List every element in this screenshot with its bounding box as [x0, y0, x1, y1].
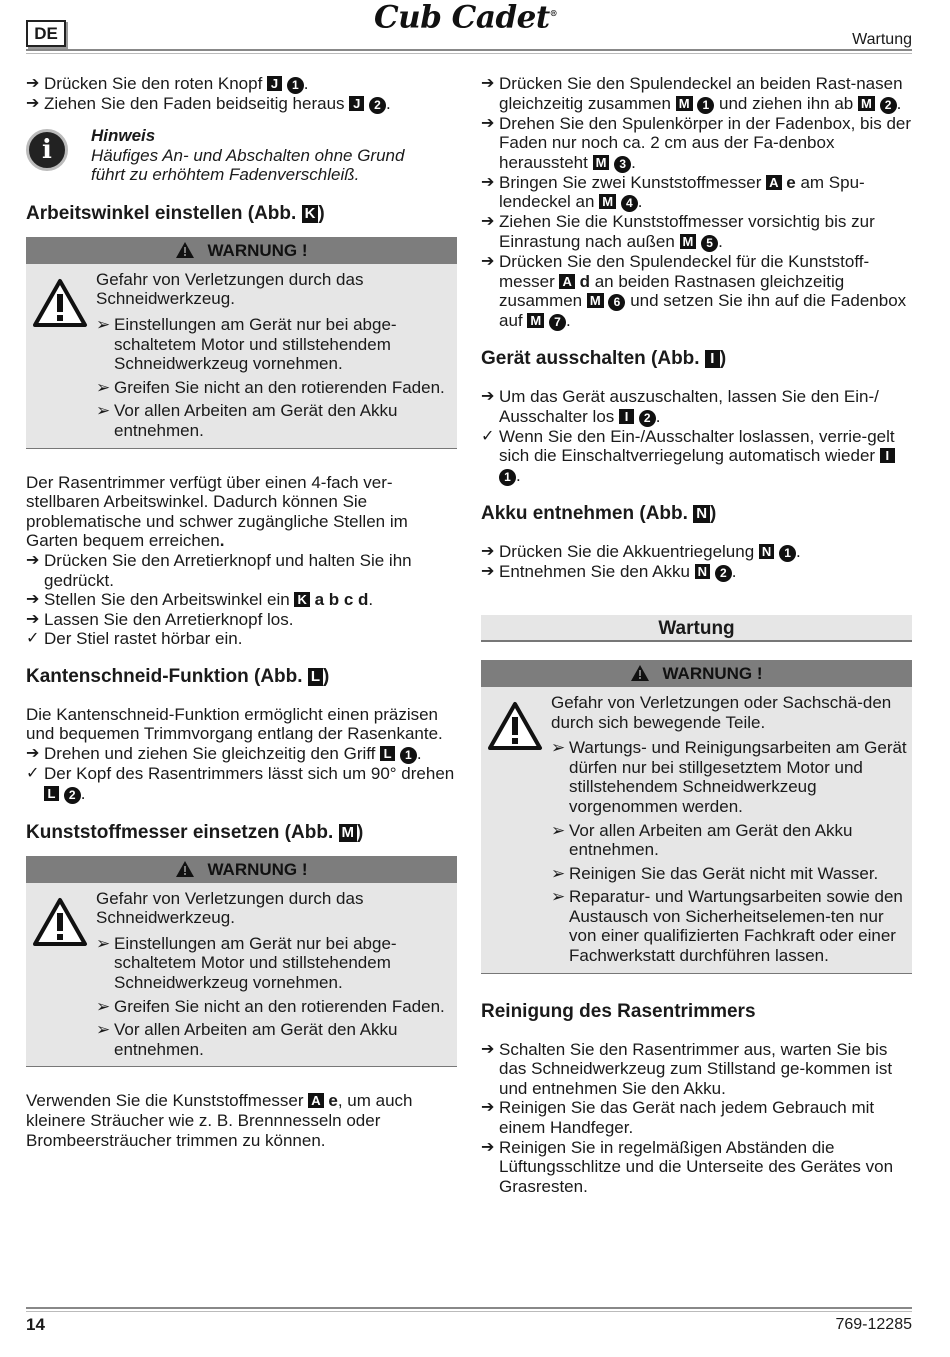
- paragraph: Verwenden Sie die Kunststoffmesser A e, um auch kleinere Sträucher wie z. B. Brennnesseln oder Brombeersträucher trimmen zu können.: [26, 1091, 413, 1150]
- step-item: ➔ Ziehen Sie den Faden beidseitig heraus J 2 .: [26, 94, 391, 113]
- step-item: ➔ Schalten Sie den Rasentrimmer aus, warten Sie bis das Schneidwerkzeug zum Stillstand ge-kommen ist und entnehmen Sie den Akku.: [481, 1039, 893, 1098]
- result-item: ✓ Wenn Sie den Ein-/Ausschalter loslassen, verrie-gelt sich die Einschaltverriegelung automatisch wieder I 1 .: [481, 426, 895, 485]
- language-badge: DE: [26, 20, 66, 47]
- warning-box: [26, 237, 457, 449]
- warning-small-icon: [175, 241, 195, 259]
- hint-title: Hinweis: [91, 126, 156, 145]
- section-name: Wartung: [852, 31, 912, 48]
- warning-triangle-icon: [32, 889, 96, 1064]
- step-item: ➔ Drücken Sie die Akkuentriegelung N 1 .: [481, 541, 801, 561]
- right-column: [481, 74, 912, 1196]
- step-item: ➔ Drücken Sie den roten Knopf J 1 .: [26, 74, 309, 93]
- warning-item: ➢ Vor allen Arbeiten am Gerät den Akku entnehmen.: [96, 401, 398, 440]
- hint-line: führt zu erhöhtem Fadenverschleiß.: [91, 165, 360, 185]
- footer-rule: [26, 1307, 912, 1312]
- step-item: ➔ Drücken Sie den Spulendeckel für die Kunststoff-messer A d an beiden Rastnasen gleichzeitig zusammen M 6 und setzen Sie ihn auf die Fadenbox auf M 7 .: [481, 251, 907, 331]
- warning-intro: Gefahr von Verletzungen durch das Schneidwerkzeug.: [96, 269, 364, 309]
- section-heading-angle: Arbeitswinkel einstellen (Abb. K ): [26, 202, 325, 224]
- section-heading-cleaning: Reinigung des Rasentrimmers: [481, 1000, 756, 1022]
- warning-header: WARNUNG !: [26, 856, 457, 883]
- section-heading-battery: Akku entnehmen (Abb. N ): [481, 502, 717, 524]
- paragraph: Der Rasentrimmer verfügt über einen 4-fach ver-stellbaren Arbeitswinkel. Dadurch können Sie problematische und schwer zugängliche Stellen im Garten bequem erreichen.: [26, 472, 408, 551]
- step-item: ➔ Drücken Sie den Spulendeckel an beiden Rast-nasen gleichzeitig zusammen M 1 und ziehen ihn ab M 2 .: [481, 74, 903, 113]
- hint-line: Häufiges An- und Abschalten ohne Grund: [91, 145, 405, 165]
- chapter-heading-wartung: Wartung: [481, 615, 912, 642]
- step-item: ➔ Ziehen Sie die Kunststoffmesser vorsichtig bis zur Einrastung nach außen M 5 .: [481, 212, 875, 251]
- step-item: ➔ Um das Gerät auszuschalten, lassen Sie den Ein-/ Ausschalter los I 2 .: [481, 387, 879, 426]
- section-heading-off: Gerät ausschalten (Abb. I ): [481, 348, 727, 370]
- hint-box: [26, 126, 457, 185]
- step-item: ➔ Reinigen Sie das Gerät nach jedem Gebrauch mit einem Handfeger.: [481, 1098, 875, 1138]
- paragraph: Die Kantenschneid-Funktion ermöglicht einen präzisen und bequemen Trimmvorgang entlang der Rasenkante.: [26, 704, 443, 744]
- warning-small-icon: [630, 664, 650, 682]
- warning-header: WARNUNG !: [26, 237, 457, 264]
- warning-item: ➢ Vor allen Arbeiten am Gerät den Akku entnehmen.: [96, 1020, 398, 1059]
- arrow-icon: ➔: [26, 95, 40, 112]
- step-item: ➔ Drücken Sie den Arretierknopf und halten Sie ihn gedrückt.: [26, 550, 412, 590]
- warning-triangle-icon: [32, 270, 96, 445]
- check-icon: ✓: [26, 630, 40, 648]
- warning-item: ➢ Reparatur- und Wartungsarbeiten sowie den Austausch von Sicherheitselemen-ten nur von einer qualifizierten Fachkraft oder einer Fachwerkstatt durchführen lassen.: [551, 887, 903, 966]
- warning-small-icon: [175, 860, 195, 878]
- step-item: ➔ Reinigen Sie in regelmäßigen Abständen die Lüftungsschlitze und die Unterseite des Gerätes von Grasresten.: [481, 1137, 894, 1196]
- result-item: ✓ Der Stiel rastet hörbar ein.: [26, 629, 243, 649]
- warning-intro: Gefahr von Verletzungen durch das Schneidwerkzeug.: [96, 888, 364, 928]
- info-icon: i: [26, 129, 68, 171]
- result-item: ✓ Der Kopf des Rasentrimmers lässt sich um 90° drehen L 2 .: [26, 764, 455, 803]
- section-heading-edge: Kantenschneid-Funktion (Abb. L ): [26, 665, 330, 687]
- arrow-icon: ➔: [26, 75, 40, 92]
- step-item: ➔ Stellen Sie den Arbeitswinkel ein K a b c d.: [26, 590, 374, 610]
- step-item: ➔ Bringen Sie zwei Kunststoffmesser A e am Spu-lendeckel an M 4 .: [481, 172, 865, 212]
- header-rule: [26, 49, 912, 54]
- step-item: ➔ Drehen und ziehen Sie gleichzeitig den Griff L 1 .: [26, 744, 422, 764]
- warning-item: ➢ Reinigen Sie das Gerät nicht mit Wasser.: [551, 863, 879, 883]
- warning-item: ➢ Einstellungen am Gerät nur bei abge-schaltetem Motor und stillstehendem Schneidwerkzeug vornehmen.: [96, 933, 397, 993]
- warning-box: [26, 856, 457, 1068]
- section-heading-blades: Kunststoffmesser einsetzen (Abb. M ): [26, 821, 364, 843]
- step-item: ➔ Drehen Sie den Spulenkörper in der Fadenbox, bis der Faden nur noch ca. 2 cm aus der Fa-denbox heraussteht M 3 .: [481, 113, 912, 172]
- warning-item: ➢ Greifen Sie nicht an den rotierenden Faden.: [96, 996, 445, 1016]
- step-item: ➔ Entnehmen Sie den Akku N 2 .: [481, 561, 737, 581]
- brand-logo: Cub Cadet®: [374, 0, 558, 36]
- warning-item: ➢ Wartungs- und Reinigungsarbeiten am Gerät dürfen nur bei stillgesetztem Motor und stillstehendem Schneidwerkzeug vorgenommen werden.: [551, 738, 907, 816]
- warning-item: ➢ Greifen Sie nicht an den rotierenden Faden.: [96, 377, 445, 397]
- warning-header: WARNUNG !: [481, 660, 912, 687]
- warning-box: [481, 660, 912, 974]
- warning-item: ➢ Einstellungen am Gerät nur bei abge-schaltetem Motor und stillstehendem Schneidwerkzeug vornehmen.: [96, 314, 397, 374]
- warning-intro: Gefahr von Verletzungen oder Sachschä-den durch sich bewegende Teile.: [551, 692, 892, 732]
- warning-item: ➢ Vor allen Arbeiten am Gerät den Akku entnehmen.: [551, 820, 853, 860]
- warning-triangle-icon: [487, 693, 551, 970]
- step-item: ➔ Lassen Sie den Arretierknopf los.: [26, 609, 294, 629]
- page-number: 14: [26, 1315, 45, 1334]
- left-column: [26, 74, 457, 1150]
- document-number: 769-12285: [835, 1316, 912, 1333]
